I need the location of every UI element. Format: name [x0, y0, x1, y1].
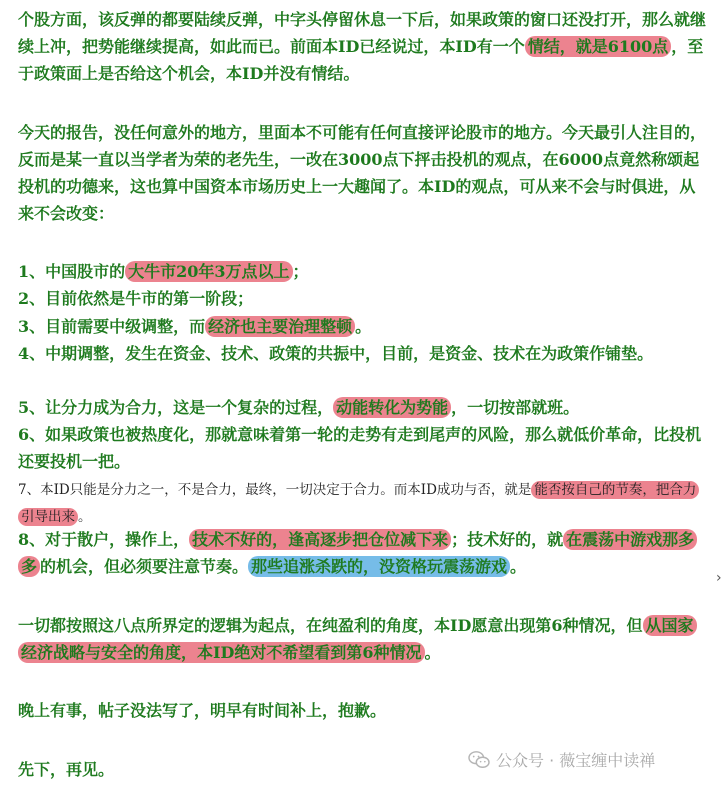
point-8-text-a: 8、对于散户，操作上， [18, 530, 190, 549]
point-1-highlight: 大牛市20年3万点以上 [125, 261, 292, 282]
watermark [468, 748, 655, 771]
intro-highlight: 情结，就是6100点 [525, 36, 672, 57]
point-3-highlight: 经济也主要治理整顿 [205, 316, 355, 337]
point-3 [18, 313, 708, 340]
conclusion-end: 。 [424, 643, 441, 662]
point-7-end: 。 [78, 509, 92, 525]
point-7-highlight: 能否按自己的节奏，把合力引导出来 [18, 481, 699, 526]
point-5-end: ，一切按部就班。 [451, 398, 580, 417]
point-1 [18, 258, 708, 285]
watermark-text: 公众号 · 薇宝缠中读禅 [496, 751, 656, 770]
intro-text-a: 个股方面，该反弹的都要陆续反弹，中字头停留休息一下后，如果政策的窗口还没打开，那么就继续上冲，把势能继续提高，如此而已。前面本ID已经说过，本ID有一个 [18, 10, 707, 56]
point-8-text-c: 的机会，但必须要注意节奏。 [40, 557, 249, 576]
point-1-text: 1、中国股市的 [18, 262, 126, 281]
intro-paragraph [18, 6, 708, 87]
intro-text-b: ，至于政策面上是否给这个机会，本ID并没有情结。 [18, 37, 704, 83]
evening-note: 晚上有事，帖子没法写了，明早有时间补上，抱歉。 [18, 701, 387, 720]
point-5-highlight: 动能转化为势能 [333, 397, 451, 418]
point-8 [18, 526, 708, 580]
point-8-end: 。 [510, 557, 527, 576]
point-8-highlight-1: 技术不好的，逢高逐步把仓位减下来 [189, 529, 451, 550]
report-paragraph: 今天的报告，没任何意外的地方，里面本不可能有任何直接评论股市的地方。今天最引人注目的，反而是某一直以当学者为荣的老先生，一改在3000点下抨击投机的观点，在6000点竟然称颂起投机的功德来，这也算中国资本市场历史上一大趣闻了。本ID的观点，可从来不会与时俱进，从来不会改变： [18, 123, 707, 223]
point-8-highlight-2: 在震荡中游戏那多多 [18, 529, 697, 577]
conclusion-paragraph [18, 612, 708, 666]
mouse-cursor-icon: › [716, 570, 722, 586]
wechat-icon [468, 750, 490, 770]
point-6: 6、如果政策也被热度化，那就意味着第一轮的走势有走到尾声的风险，那么就低价革命，比投机还要投机一把。 [18, 425, 702, 471]
point-7 [18, 477, 708, 531]
point-5 [18, 394, 708, 421]
farewell: 先下，再见。 [18, 760, 115, 779]
point-3-end: 。 [355, 317, 372, 336]
conclusion-text-a: 一切都按照这八点所界定的逻辑为起点，在纯盈利的角度，本ID愿意出现第6种情况，但 [18, 616, 643, 635]
point-8-highlight-3: 那些追涨杀跌的，没资格玩震荡游戏 [248, 556, 510, 577]
point-7-text: 7、本ID只能是分力之一，不是合力，最终，一切决定于合力。而本ID成功与否，就是 [18, 482, 532, 498]
point-2: 2、目前依然是牛市的第一阶段； [18, 289, 254, 308]
point-1-end: ； [292, 262, 309, 281]
point-4: 4、中期调整，发生在资金、技术、政策的共振中，目前，是资金、技术在为政策作铺垫。 [18, 344, 654, 363]
point-8-text-b: ；技术好的，就 [451, 530, 564, 549]
conclusion-highlight: 从国家经济战略与安全的角度，本ID绝对不希望看到第6种情况 [18, 615, 697, 663]
point-3-text: 3、目前需要中级调整，而 [18, 317, 206, 336]
point-5-text: 5、让分力成为合力，这是一个复杂的过程， [18, 398, 334, 417]
